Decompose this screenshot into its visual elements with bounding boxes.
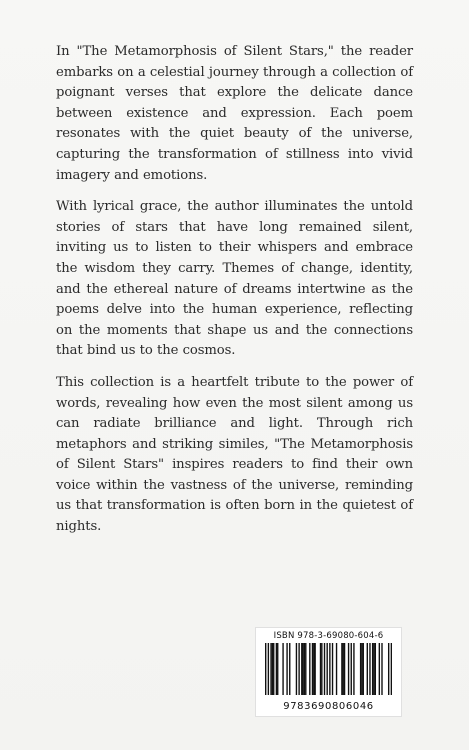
barcode-digits: 9783690806046 <box>283 701 374 712</box>
barcode-bar <box>268 643 269 695</box>
barcode-bar <box>391 643 392 695</box>
barcode-bar <box>326 643 327 695</box>
barcode-bar <box>381 643 382 695</box>
barcode-bars <box>265 643 392 695</box>
barcode-bar <box>286 643 287 695</box>
barcode-bar <box>270 643 271 695</box>
barcode-bar <box>304 643 305 695</box>
barcode-bar <box>314 643 315 695</box>
barcode-bar <box>372 643 373 695</box>
barcode-bar <box>265 643 266 695</box>
barcode-bar <box>277 643 278 695</box>
barcode-bar <box>321 643 322 695</box>
barcode-bar <box>344 643 345 695</box>
barcode-bar <box>298 643 299 695</box>
barcode-bar <box>360 643 361 695</box>
barcode-bar <box>367 643 368 695</box>
barcode-bar <box>379 643 380 695</box>
barcode-bar <box>309 643 310 695</box>
barcode-bar <box>289 643 290 695</box>
book-blurb <box>56 42 413 549</box>
barcode-bar <box>332 643 333 695</box>
barcode-bar <box>312 643 313 695</box>
isbn-label: ISBN 978-3-69080-604-6 <box>273 631 384 641</box>
barcode-bar <box>329 643 330 695</box>
barcode-bar <box>375 643 376 695</box>
barcode-bar <box>341 643 342 695</box>
barcode-bar <box>320 643 321 695</box>
barcode-bar <box>282 643 283 695</box>
barcode-bar <box>273 643 274 695</box>
barcode-bar <box>348 643 349 695</box>
barcode-bar <box>296 643 297 695</box>
barcode-bar <box>388 643 389 695</box>
barcode-bar <box>276 643 277 695</box>
barcode-bar <box>353 643 354 695</box>
barcode-bar <box>336 643 337 695</box>
barcode-bar <box>361 643 362 695</box>
barcode-bar <box>373 643 374 695</box>
barcode-bar <box>313 643 314 695</box>
isbn-barcode <box>255 627 402 717</box>
barcode-bar <box>351 643 352 695</box>
barcode-bar <box>272 643 273 695</box>
barcode-bar <box>363 643 364 695</box>
blurb-paragraph-2: With lyrical grace, the author illuminates the untold stories of stars that have long remained silent, inviting us to listen to their whispers and embrace the wisdom they carry. Themes of change, identity, and the ethereal nature of dreams intertwine as the poems delve into the human experience, reflecting on the moments that shape us and the connections that bind us to the cosmos. <box>56 199 413 359</box>
barcode-bar <box>324 643 325 695</box>
barcode-bar <box>369 643 370 695</box>
blurb-paragraph-1: In "The Metamorphosis of Silent Stars," the reader embarks on a celestial journey through a collection of poignant verses that explore the delicate dance between existence and expression. Each poem resonates with the quiet beauty of the universe, capturing the transformation of stillness into vivid imagery and emotions. <box>56 44 413 183</box>
barcode-bar <box>301 643 302 695</box>
barcode-bar <box>302 643 303 695</box>
blurb-paragraph-3: This collection is a heartfelt tribute to the power of words, revealing how even the most silent among us can radiate brilliance and light. Through rich metaphors and striking similes, "The Metamorphosis of Silent Stars" inspires readers to find their own voice within the vastness of the universe, reminding us that transformation is often born in the quietest of nights. <box>56 374 413 535</box>
barcode-bar <box>305 643 306 695</box>
barcode-bar <box>343 643 344 695</box>
